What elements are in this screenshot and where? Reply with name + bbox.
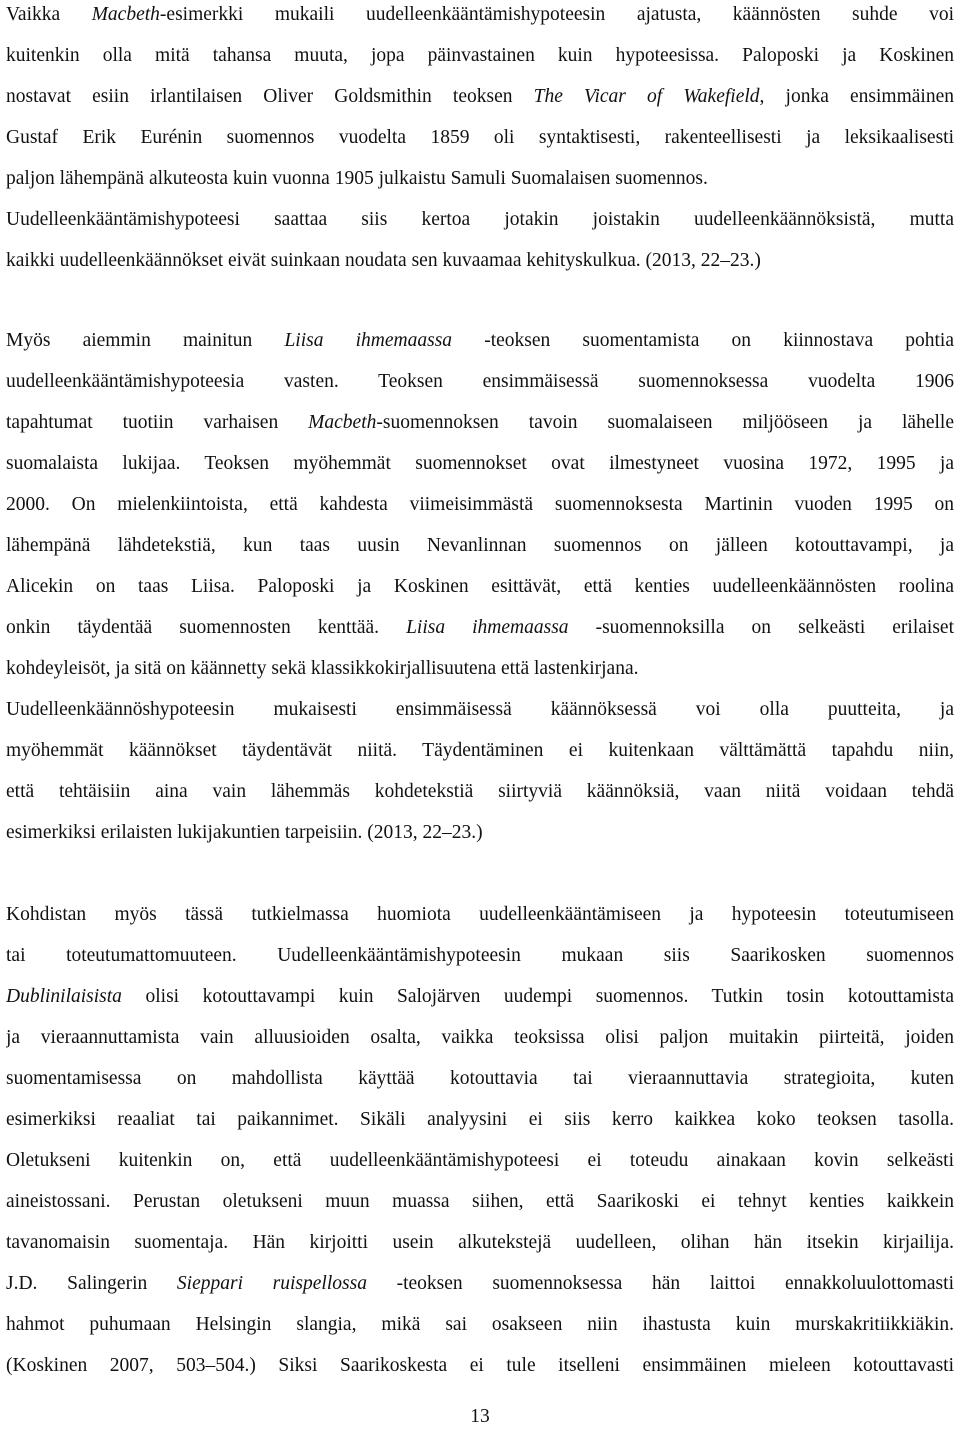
text-line <box>6 902 954 928</box>
text-segment: Vaikka <box>6 4 92 25</box>
text-line <box>6 125 954 151</box>
italic-title-text: Liisa ihmemaassa <box>406 617 569 638</box>
text-segment: esimerkiksi erilaisten lukijakuntien tarpeisiin. (2013, 22–23.) <box>6 822 483 843</box>
text-line <box>6 615 954 641</box>
text-segment: hahmot puhumaan Helsingin slangia, mikä sai osakseen niin ihastusta kuin murskakritiikkiäkin. <box>6 1314 954 1335</box>
text-segment: suomalaista lukijaa. Teoksen myöhemmät suomennokset ovat ilmestyneet vuosina 1972, 1995 ja <box>6 453 954 474</box>
text-segment: myöhemmät käännökset täydentävät niitä. Täydentäminen ei kuitenkaan välttämättä tapahdu niin, <box>6 740 954 761</box>
text-line <box>6 1230 954 1256</box>
text-segment: suomentamisessa on mahdollista käyttää kotouttavia tai vieraannuttavia strategioita, kuten <box>6 1068 954 1089</box>
text-line <box>6 984 954 1010</box>
text-segment: Kohdistan myös tässä tutkielmassa huomiota uudelleenkääntämiseen ja hypoteesin toteutumiseen <box>6 904 954 925</box>
text-line <box>6 1271 954 1297</box>
text-line <box>6 328 954 354</box>
text-line <box>6 738 954 764</box>
text-line <box>6 820 954 846</box>
text-line <box>6 43 954 69</box>
text-segment: tapahtumat tuotiin varhaisen <box>6 412 309 433</box>
text-line <box>6 656 954 682</box>
text-line <box>6 166 954 192</box>
text-line <box>6 451 954 477</box>
italic-title-text: Macbeth <box>91 4 160 25</box>
text-line <box>6 943 954 969</box>
text-line <box>6 1107 954 1133</box>
text-line <box>6 248 954 274</box>
text-line <box>6 369 954 395</box>
text-segment: paljon lähempänä alkuteosta kuin vuonna 1905 julkaistu Samuli Suomalaisen suomennos. <box>6 168 708 189</box>
text-line <box>6 1025 954 1051</box>
text-segment: Myös aiemmin mainitun <box>6 330 285 351</box>
text-line <box>6 492 954 518</box>
page-number: 13 <box>470 1406 490 1427</box>
text-segment: esimerkiksi reaaliat tai paikannimet. Sikäli analyysini ei siis kerro kaikkea koko teoksen tasolla. <box>6 1109 954 1130</box>
text-segment: Uudelleenkäännöshypoteesin mukaisesti ensimmäisessä käännöksessä voi olla puutteita, ja <box>6 699 954 720</box>
text-line <box>6 1189 954 1215</box>
text-line <box>6 697 954 723</box>
italic-title-text: The Vicar of Wakefield <box>533 86 760 107</box>
text-line <box>6 2 954 28</box>
text-segment: (Koskinen 2007, 503–504.) Siksi Saarikoskesta ei tule itselleni ensimmäinen mieleen kotouttavasti <box>6 1355 954 1376</box>
italic-title-text: Liisa ihmemaassa <box>284 330 453 351</box>
text-segment: tai toteutumattomuuteen. Uudelleenkääntämishypoteesin mukaan siis Saarikosken suomennos <box>6 945 954 966</box>
text-segment: olisi kotouttavampi kuin Salojärven uudempi suomennos. Tutkin tosin kotouttamista <box>121 986 954 1007</box>
text-segment: , jonka ensimmäinen <box>759 86 954 107</box>
text-segment: ja vieraannuttamista vain alluusioiden osalta, vaikka teoksissa olisi paljon muitakin piirteitä, joiden <box>6 1027 954 1048</box>
text-line <box>6 574 954 600</box>
text-segment: -esimerkki mukaili uudelleenkääntämishypoteesin ajatusta, käännösten suhde voi <box>159 4 954 25</box>
text-line <box>6 84 954 110</box>
italic-title-text: Dublinilaisista <box>6 986 122 1007</box>
text-segment: J.D. Salingerin <box>6 1273 177 1294</box>
italic-title-text: Sieppari ruispellossa <box>176 1273 367 1294</box>
text-segment: -suomennoksilla on selkeästi erilaiset <box>568 617 954 638</box>
text-segment: tavanomaisin suomentaja. Hän kirjoitti usein alkutekstejä uudelleen, olihan hän itsekin kirjailija. <box>6 1232 954 1253</box>
italic-title-text: Macbeth <box>308 412 377 433</box>
text-line <box>6 779 954 805</box>
text-segment: 2000. On mielenkiintoista, että kahdesta viimeisimmästä suomennoksesta Martinin vuoden 1995 on <box>6 494 954 515</box>
text-segment: nostavat esiin irlantilaisen Oliver Goldsmithin teoksen <box>6 86 534 107</box>
text-line <box>6 207 954 233</box>
text-line <box>6 1066 954 1092</box>
text-segment: -teoksen suomennoksessa hän laittoi ennakkoluulottomasti <box>366 1273 954 1294</box>
text-segment: Gustaf Erik Eurénin suomennos vuodelta 1859 oli syntaktisesti, rakenteellisesti ja leksikaalisesti <box>6 127 954 148</box>
text-segment: uudelleenkääntämishypoteesia vasten. Teoksen ensimmäisessä suomennoksessa vuodelta 1906 <box>6 371 954 392</box>
text-segment: Uudelleenkääntämishypoteesi saattaa siis kertoa jotakin joistakin uudelleenkäännöksistä, mutta <box>6 209 954 230</box>
text-line <box>6 410 954 436</box>
text-line <box>6 1148 954 1174</box>
text-line <box>6 1353 954 1379</box>
text-line <box>6 533 954 559</box>
text-segment: onkin täydentää suomennosten kenttää. <box>6 617 407 638</box>
text-segment: lähempänä lähdetekstiä, kun taas uusin Nevanlinnan suomennos on jälleen kotouttavampi, ja <box>6 535 954 556</box>
text-segment: aineistossani. Perustan oletukseni muun muassa siihen, että Saarikoski ei tehnyt kenties kaikkein <box>6 1191 954 1212</box>
text-segment: kaikki uudelleenkäännökset eivät suinkaan noudata sen kuvaamaa kehityskulkua. (2013, 22–23.) <box>6 250 761 271</box>
text-segment: -teoksen suomentamista on kiinnostava pohtia <box>452 330 954 351</box>
text-segment: kohdeyleisöt, ja sitä on käännetty sekä klassikkokirjallisuutena että lastenkirjana. <box>6 658 639 679</box>
text-segment: Oletukseni kuitenkin on, että uudelleenkääntämishypoteesi ei toteudu ainakaan kovin selkeästi <box>6 1150 954 1171</box>
text-segment: kuitenkin olla mitä tahansa muuta, jopa päinvastainen kuin hypoteesissa. Paloposki ja Koskinen <box>6 45 954 66</box>
text-segment: -suomennoksen tavoin suomalaiseen miljööseen ja lähelle <box>376 412 954 433</box>
text-segment: että tehtäisiin aina vain lähemmäs kohdetekstiä siirtyviä käännöksiä, vaan niitä voidaan tehdä <box>6 781 954 802</box>
text-line <box>6 1312 954 1338</box>
text-segment: Alicekin on taas Liisa. Paloposki ja Koskinen esittävät, että kenties uudelleenkäännösten roolina <box>6 576 954 597</box>
